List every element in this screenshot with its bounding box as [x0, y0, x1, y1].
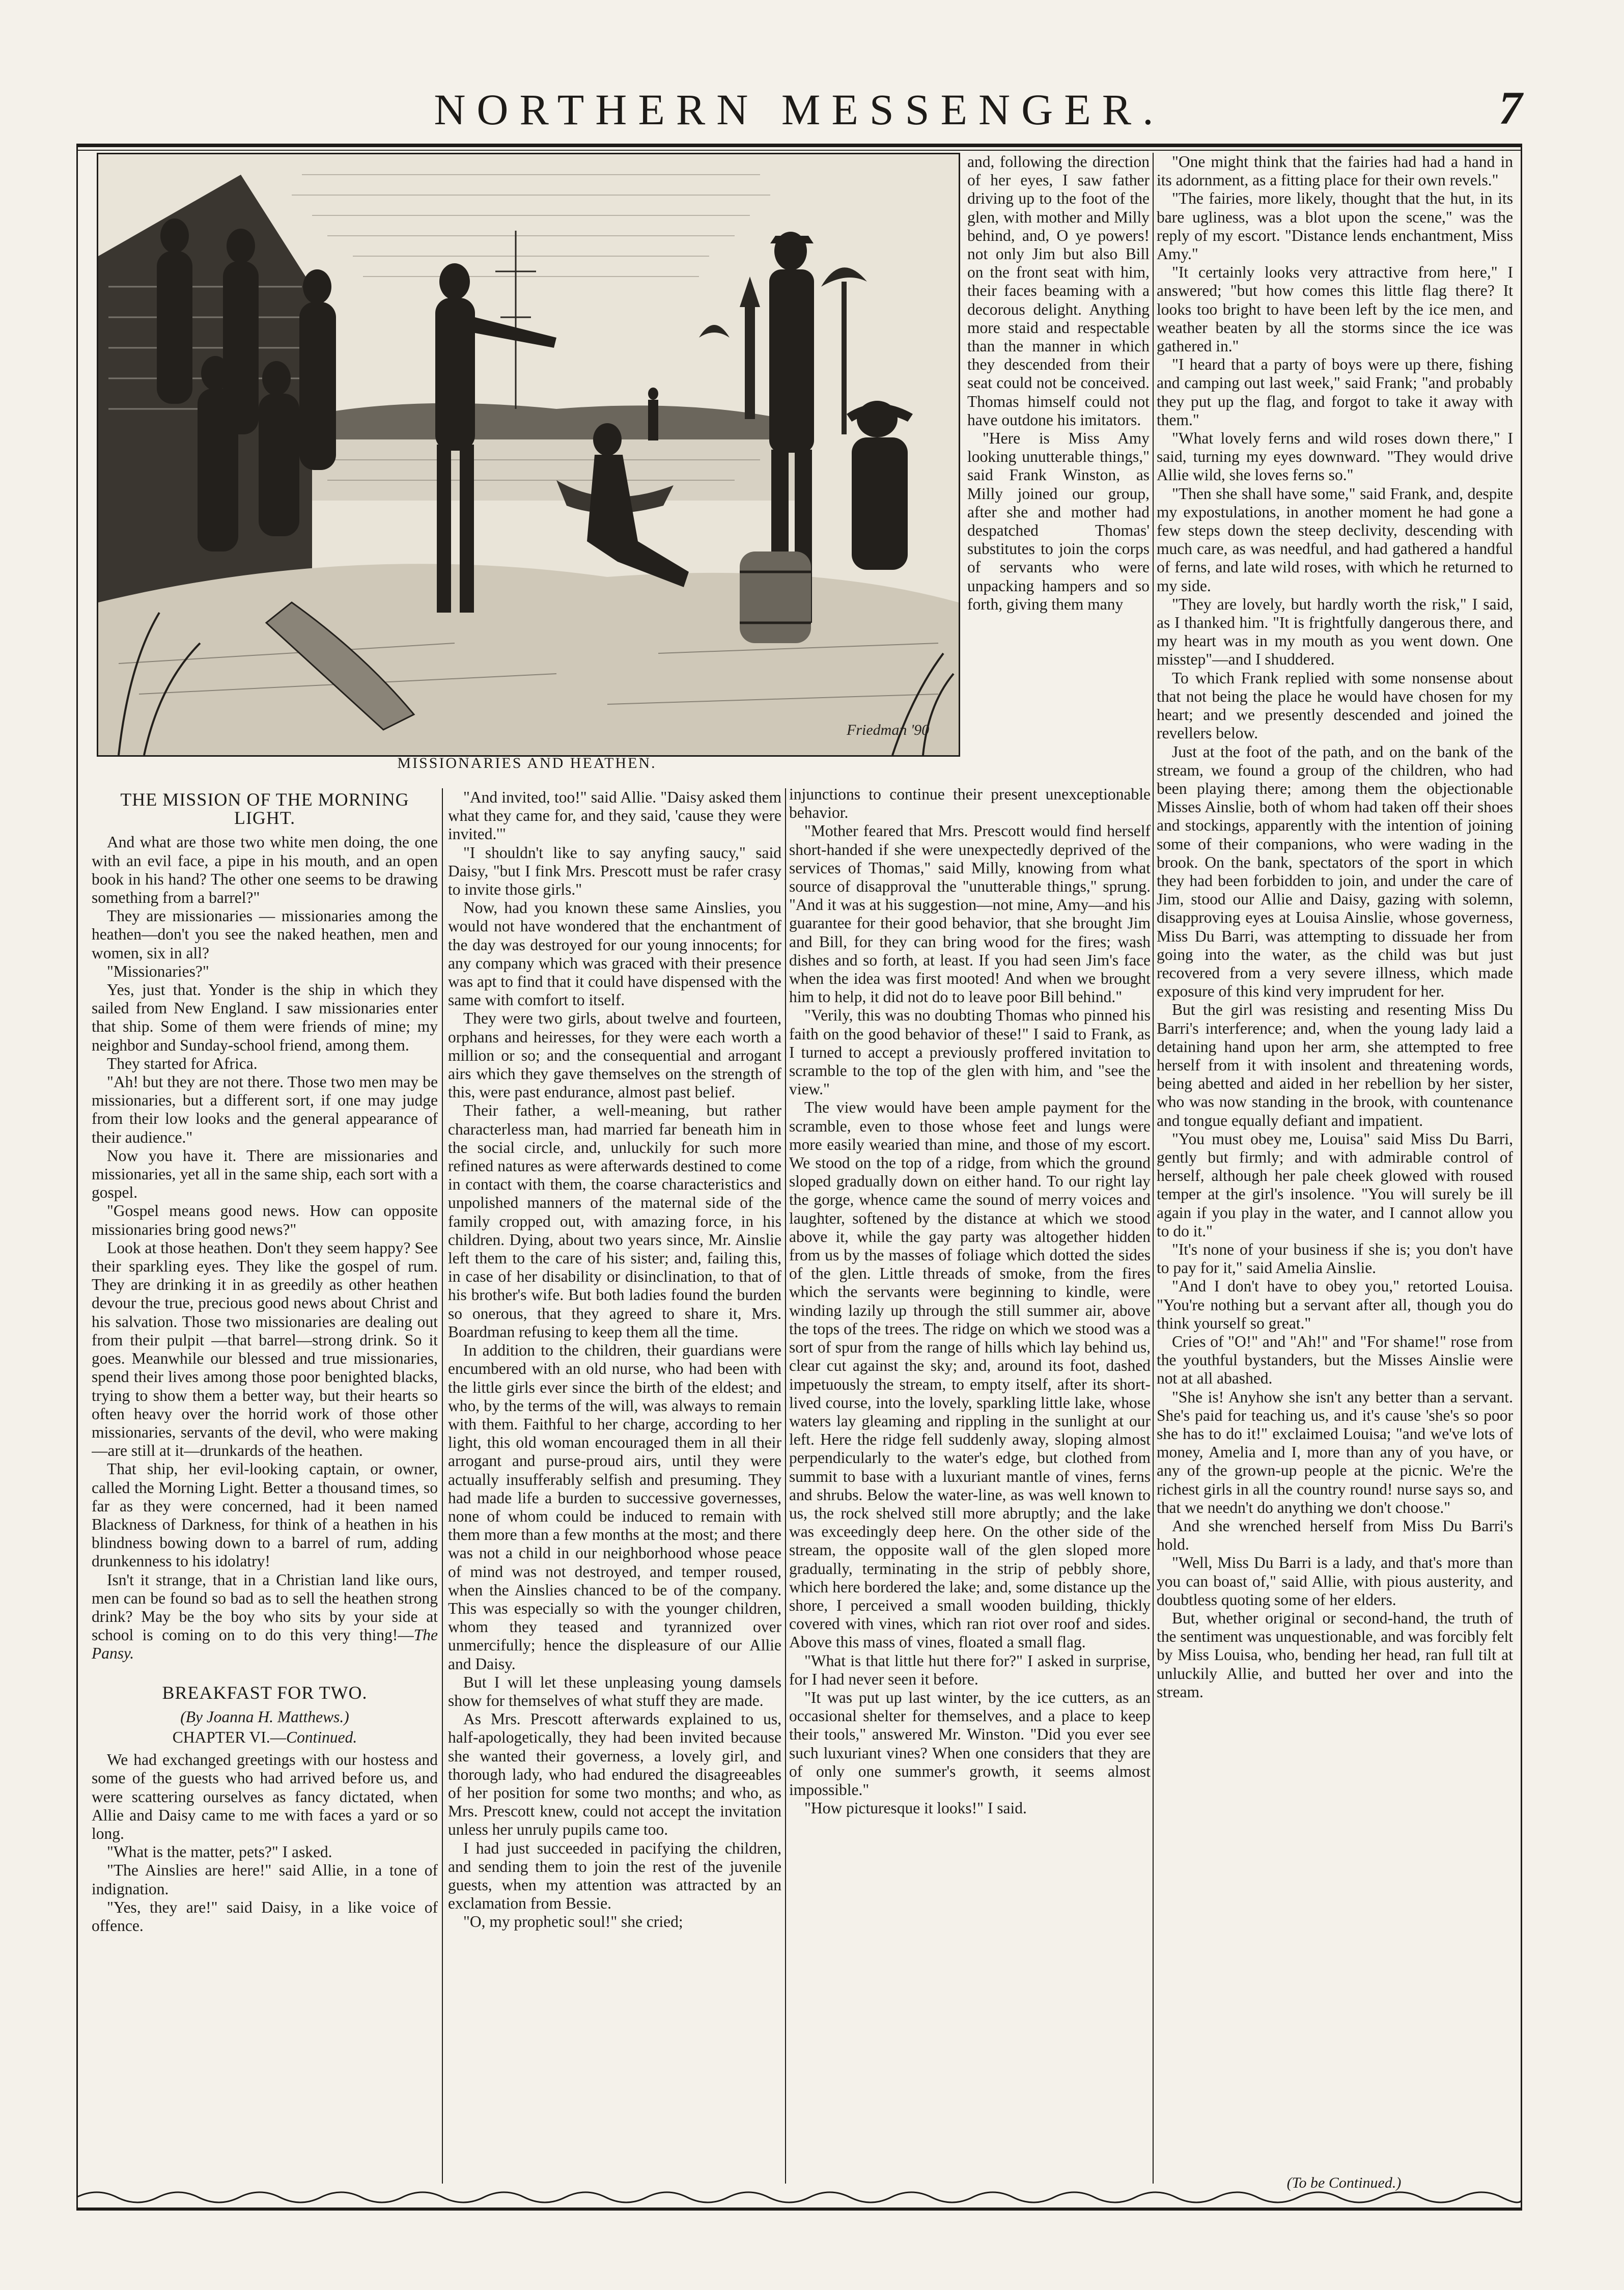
paragraph: "Ah! but they are not there. Those two men may be missionaries, but a different sort, if one may judge from their low looks and the general appearance of their audience." [92, 1073, 438, 1146]
chapter-continued: Continued. [286, 1728, 357, 1746]
paragraph: I had just succeeded in pacifying the children, and sending them to join the rest of the juvenile guests, when my attention was attracted by an exclamation from Bessie. [448, 1839, 781, 1913]
paragraph: "It certainly looks very attractive from here," I answered; "but how comes this little flag there? It looks too bright to have been left by the ice men, and weather beaten by all the storms since the ice was gathered in." [1157, 263, 1513, 355]
column-rule-1 [442, 788, 443, 2184]
illustration-caption: MISSIONARIES AND HEATHEN. [397, 755, 657, 771]
page-number: 7 [1499, 82, 1522, 134]
column-1 [92, 788, 438, 2186]
paragraph: "I shouldn't like to say anyfing saucy," said Daisy, "but I fink Mrs. Prescott must be rafer crasy to invite those girls." [448, 843, 781, 899]
paragraph: Now you have it. There are missionaries and missionaries, yet all in the same ship, each sort with a gospel. [92, 1146, 438, 1202]
to-be-continued: (To be Continued.) [1286, 2174, 1402, 2191]
column-rule-2 [785, 788, 786, 2184]
paragraph: That ship, her evil-looking captain, or owner, called the Morning Light. Better a thousand times, so far as they were concerned, had it been named Blackness of Darkness, for think of a heathen in his blindness bowing down to a barrel of rum, adding drunkenness to his idolatry! [92, 1460, 438, 1570]
paragraph: To which Frank replied with some nonsense about that not being the place he would have chosen for my heart; and we presently descended and joined the revellers below. [1157, 669, 1513, 742]
column-2 [448, 788, 781, 2186]
paragraph: "And I don't have to obey you," retorted Louisa. "You're nothing but a servant after all, though you do think yourself so great." [1157, 1277, 1513, 1332]
paragraph: "What is that little hut there for?" I asked in surprise, for I had never seen it before. [789, 1651, 1151, 1688]
paragraph: Their father, a well-meaning, but rather characterless man, had married far beneath him in the social circle, and, unluckily for such more refined natures as were afterwards destined to come in contact with them, the coarse characteristics and unpolished manners of the maternal side of the family cropped out, with amazing force, in his children. Dying, about two years since, Mr. Ainslie left them to the care of his sister; and, failing this, in case of her disability or disinclination, to that of his brother's wife. But both ladies found the burden so onerous, that they agreed to share it, Mrs. Boardman refusing to keep them all the time. [448, 1101, 781, 1341]
paragraph: "Here is Miss Amy looking unutterable things," said Frank Winston, as Milly joined our group, after she and mother had despatched Thomas' substitutes to join the corps of servants who were unpacking hampers and so forth, giving them many [967, 429, 1150, 613]
paragraph: "Gospel means good news. How can opposite missionaries bring good news?" [92, 1202, 438, 1238]
paragraph: Cries of "O!" and "Ah!" and "For shame!" rose from the youthful bystanders, but the Misses Ainslie were not at all abashed. [1157, 1333, 1513, 1388]
paragraph: "One might think that the fairies had had a hand in its adornment, as a fitting place for their own revels." [1157, 153, 1513, 189]
paragraph: "Well, Miss Du Barri is a lady, and that's more than you can boast of," said Allie, with pious austerity, and doubtless quoting some of her elders. [1157, 1554, 1513, 1609]
paragraph: Now, had you known these same Ainslies, you would not have wondered that the enchantment of the day was destroyed for our young innocents; for any company which was graced with their presence was apt to find that it could have dispensed with the same with comfort to itself. [448, 899, 781, 1009]
paragraph: In addition to the children, their guardians were encumbered with an old nurse, who had been with the little girls ever since the birth of the eldest; and who, by the terms of the will, was always to remain with them. Faithful to her charge, according to her light, this old woman encouraged them in all their arrogant and purse-proud airs, until they were actually insufferably selfish and presuming. They had made life a burden to successive governesses, none of whom could be induced to remain with them more than a few months at the most; and there was not a child in our neighborhood whose peace of mind was not destroyed, and temper roused, when the Ainslies chanced to be of the company. This was especially so with the younger children, whom they teased and tyrannized over unmercifully; hence the displeasure of our Allie and Daisy. [448, 1341, 781, 1673]
paragraph: "What lovely ferns and wild roses down there," I said, turning my eyes downward. "They would drive Allie wild, she loves ferns so." [1157, 429, 1513, 484]
article-heading: THE MISSION OF THE MORNING LIGHT. [120, 789, 409, 829]
masthead-title: NORTHERN MESSENGER. [434, 85, 1165, 134]
paragraph: "You must obey me, Louisa" said Miss Du Barri, gently but firmly; and with admirable control of herself, although her pale cheek glowed with roused temper at the girl's insolence. "You will surely be ill again if you play in the water, and I cannot allow you to do it." [1157, 1129, 1513, 1240]
paragraph: "The Ainslies are here!" said Allie, in a tone of indignation. [92, 1861, 438, 1898]
paragraph-text: Isn't it strange, that in a Christian land like ours, men can be found so bad as to sell the heathen strong drink? May be the boy who sits by your side at school is coming on to do this very thing!— [92, 1570, 438, 1644]
column-3-top [967, 153, 1150, 784]
paragraph: They are missionaries — missionaries among the heathen—don't you see the naked heathen, men and women, six in all? [92, 907, 438, 962]
paragraph: "They are lovely, but hardly worth the risk," I said, as I thanked him. "It is frightfully dangerous there, and my heart was in my mouth as you went down. One misstep"—and I shuddered. [1157, 595, 1513, 669]
paragraph: "Yes, they are!" said Daisy, in a like voice of offence. [92, 1898, 438, 1935]
masthead [76, 84, 1522, 140]
paragraph: The view would have been ample payment for the scramble, even to those whose feet and lungs were more easily wearied than mine, and those of my escort. We stood on the top of a ridge, from which the ground sloped gradually down on either hand. To our right lay the gorge, whence came the sound of merry voices and laughter, softened by the distance at which we stood above it, while the gay party was altogether hidden from us by the masses of foliage which dotted the sides of the glen. Little threads of smoke, from the fires which the servants were beginning to kindle, were winding lazily up through the still summer air, above the tops of the trees. The ridge on which we stood was a sort of spur from the range of hills which lay behind us, clear cut against the sky; and, around its foot, dashed impetuously the stream, to empty itself, after its short-lived course, into the lovely, sparkling little lake, whose waters lay gleaming and rippling in the sunlight at our left. Here the ridge fell suddenly away, sloping almost perpendicularly to the water's edge, but clothed from summit to base with a luxuriant mantle of vines, ferns and shrubs. Below the water-line, as was well known to us, the rock shelved still more abruptly; and the lake was exceedingly deep here. On the other side of the stream, the opposite wall of the glen sloped more gradually, terminating in the strip of pebbly shore, which here bordered the lake; and, some distance up the shore, I perceived a small wooden building, thickly covered with vines, which ran riot over roof and sides. Above this mass of vines, floated a small flag. [789, 1098, 1151, 1651]
paragraph: As Mrs. Prescott afterwards explained to us, half-apologetically, they had been invited because she wanted their governess, a lovely girl, and thorough lady, who had endured the disagreeables of her position for some two months; and who, as Mrs. Prescott knew, could not accept the invitation unless her unruly pupils came too. [448, 1710, 781, 1839]
frame-right [1521, 144, 1522, 2211]
paragraph: "Then she shall have some," said Frank, and, despite my expostulations, in another moment he had gone a few steps down the steep declivity, descending with much care, as was needful, and had gathered a handful of ferns, and late wild roses, with which he returned to my side. [1157, 484, 1513, 595]
bottom-rule [76, 2208, 1522, 2211]
paragraph: "The fairies, more likely, thought that the hut, in its bare ugliness, was a blot upon the scene," was the reply of my escort. "Distance lends enchantment, Miss Amy." [1157, 189, 1513, 263]
paragraph: "She is! Anyhow she isn't any better than a servant. She's paid for teaching us, and it's cause 'she's so poor she has to do it!" exclaimed Louisa; "and we've lots of money, Amelia and I, more than any of you have, or any of the grown-up people at the picnic. We're the richest girls in all the country round! nurse says so, and that we needn't do anything we don't choose." [1157, 1388, 1513, 1516]
paragraph: We had exchanged greetings with our hostess and some of the guests who had arrived before us, and were scattering ourselves as fancy dictated, when Allie and Daisy came to me with faces a yard or so long. [92, 1751, 438, 1842]
source-credit: The Pansy. [92, 1626, 438, 1663]
chapter-number: CHAPTER VI.— [172, 1728, 287, 1746]
paragraph: And she wrenched herself from Miss Du Barri's hold. [1157, 1517, 1513, 1554]
paragraph: And what are those two white men doing, the one with an evil face, a pipe in his mouth, and an open book in his hand? The other one seems to be drawing something from a barrel?" [92, 833, 438, 907]
paragraph: Just at the foot of the path, and on the bank of the stream, we found a group of the children, who had been playing there; among them the objectionable Misses Ainslie, both of whom had taken off their shoes and stockings, apparently with the intention of joining some of their companions, who were wading in the brook. On the bank, spectators of the sport in which they had been forbidden to join, and under the care of Jim, stood our Allie and Daisy, gazing with solemn, disapproving eyes at Louisa Ainslie, whose governess, Miss Du Barri, was attempting to dissuade her from going into the water, as the child was but just recovered from a very severe illness, which made exposure of this kind very imprudent for her. [1157, 742, 1513, 1001]
paragraph: "O, my prophetic soul!" she cried; [463, 1913, 683, 1931]
paragraph: "Mother feared that Mrs. Prescott would find herself short-handed if she were unexpectedly deprived of the services of Thomas," said Milly, knowing from what source of disapproval the "unutterable things," sprung. "And it was at his suggestion—not mine, Amy—and his guarantee for their good behavior, that she brought Jim and Bill, for they can bring wood for the fires; wash dishes and so forth, at least. If you had seen Jim's face when the idea was first mooted! And when we brought him to help, it did not do to leave poor Bill behind." [789, 822, 1151, 1006]
frame-left [76, 144, 78, 2211]
engraving-image [98, 154, 959, 755]
byline: (By Joanna H. Matthews.) [180, 1707, 349, 1726]
illustration-missionaries [97, 153, 960, 757]
paragraph: But, whether original or second-hand, the truth of the sentiment was unquestionable, and was forcibly felt by Miss Louisa, who, bending her head, ran full tilt at unluckily Allie, and butted her over and into the stream. [1157, 1609, 1513, 1701]
paragraph: They started for Africa. [107, 1054, 258, 1072]
paragraph: Yes, just that. Yonder is the ship in which they sailed from New England. I saw missionaries enter that ship. Some of them were friends of mine; my neighbor and Sunday-school friend, among them. [92, 981, 438, 1054]
paragraph: injunctions to continue their present unexceptionable behavior. [789, 785, 1151, 822]
paragraph: "How picturesque it looks!" I said. [804, 1799, 1027, 1817]
illustration-signature: Friedman '90 [847, 722, 930, 738]
chapter-label [92, 1728, 438, 1747]
paragraph: "And invited, too!" said Allie. "Daisy asked them what they came for, and they said, 'cause they were invited.'" [448, 788, 781, 843]
paragraph: "Missionaries?" [107, 962, 209, 980]
column-rule-3 [1153, 153, 1154, 2184]
paragraph: "Verily, this was no doubting Thomas who pinned his faith on the good behavior of these!" I said to Frank, as I turned to accept a previously proffered invitation to scramble to the top of the glen with him, and "see the view." [789, 1006, 1151, 1098]
ornamental-border [76, 2185, 1522, 2210]
top-rule [76, 144, 1522, 147]
paragraph: and, following the direction of her eyes, I saw father driving up to the foot of the glen, with mother and Milly behind, and, O ye powers! not only Jim but also Bill on the front seat with him, their faces beaming with a decorous delight. Anything more staid and respectable than the manner in which they descended from their seat could not be conceived. Thomas himself could not have outdone his imitators. [967, 153, 1150, 429]
paragraph: "I heard that a party of boys were up there, fishing and camping out last week," said Frank; "and probably they put up the flag, and forgot to take it away with them." [1157, 355, 1513, 429]
paragraph: Look at those heathen. Don't they seem happy? See their sparkling eyes. They like the gospel of rum. They are drinking it in as greedily as other heathen devour the true, precious good news about Christ and his salvation. Those two missionaries are dealing out from their pulpit —that barrel—strong drink. So it goes. Meanwhile our blessed and true missionaries, spend their lives among those poor benighted blacks, trying to show them a better way, but their hearts so often heavy over the horrid work of those other missionaries, servants of the devil, who were making—are still at it—drunkards of the heathen. [92, 1238, 438, 1460]
paragraph: But the girl was resisting and resenting Miss Du Barri's interference; and, when the young lady laid a detaining hand upon her arm, she attempted to free herself from it with insolent and threatening words, being abetted and aided in her rebellion by her sister, who was now standing in the brook, with countenance and tongue equally defiant and impatient. [1157, 1001, 1513, 1129]
top-rule-thin [76, 150, 1522, 151]
column-3 [789, 785, 1151, 2186]
paragraph: They were two girls, about twelve and fourteen, orphans and heiresses, for they were each worth a million or so; and the consequential and arrogant airs which they gave themselves on the strength of this, were past endurance, almost past belief. [448, 1009, 781, 1101]
paragraph [92, 1571, 438, 1663]
story-heading: BREAKFAST FOR TWO. [162, 1682, 368, 1703]
paragraph: "It was put up last winter, by the ice cutters, as an occasional shelter for themselves, and a place to keep their tools," answered Mr. Winston. "Did you ever see such luxuriant vines? When one considers that they are of only one summer's growth, it seems almost impossible." [789, 1688, 1151, 1799]
paragraph: But I will let these unpleasing young damsels show for themselves of what stuff they are made. [448, 1673, 781, 1709]
column-4 [1157, 153, 1513, 2169]
paragraph: "It's none of your business if she is; you don't have to pay for it," said Amelia Ainslie. [1157, 1240, 1513, 1277]
paragraph: "What is the matter, pets?" I asked. [107, 1843, 332, 1861]
